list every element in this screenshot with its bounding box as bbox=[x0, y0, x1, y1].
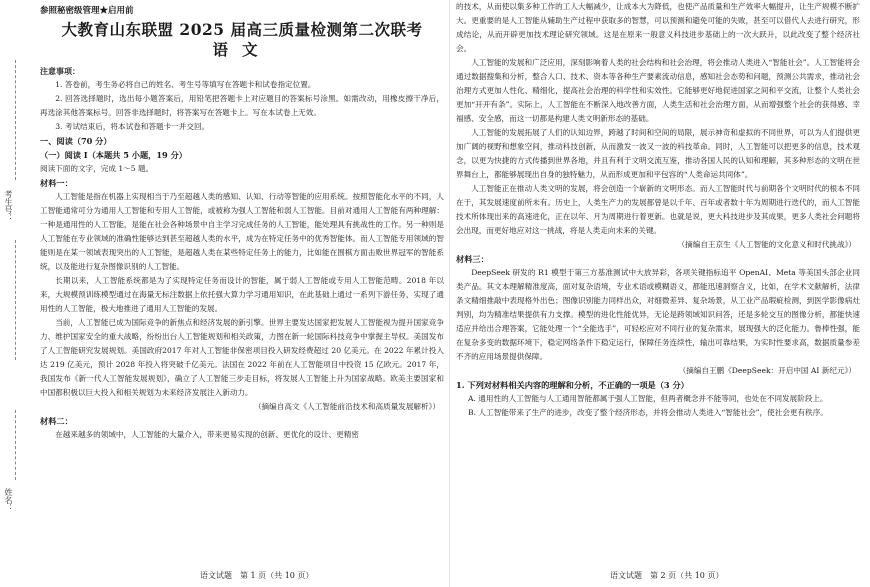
paragraph: 人工智能正在推动人类文明的发展，将会创造一个崭新的文明形态。而人工智能时代与前期各个文明时代的根本不同在于，其发展速度前所未有。历史上，人类生产力的发展都曾是以千年、百年或者数十年为周期进行迭代的，而人工智能技术所体现出来的高速进化，正在以年、月为周期进行着更新。也就是说，更大科技进步及其成果，更多人类社会问题将会出现，而更好地应对这一挑战，将是人类走向未来的关键。 bbox=[456, 184, 860, 235]
material-2-label: 材料二： bbox=[40, 416, 73, 426]
paragraph: 人工智能的发展拓展了人们的认知边界，跨越了时间和空间的局限，展示神奇和虚拟的不同世界，可以为人们提供更加广阔的视野和想象空间，推动科技创新，从而激发一波又一波的科技革命。同时，人工智能可以把更多的信息，技术观念，以更为快捷的方式传播到世界各地，并且有利于文明交流互鉴，推动各国人民的认知和理解，其多种形态的文明在世界舞台上，都能够展现出自身的独特魅力，从而形成更加和平包容的“人类命运共同体”。 bbox=[456, 128, 860, 179]
note-item: 2. 回答选择题时，选出每小题答案后，用铅笔把答题卡上对应题目的答案标号涂黑。如需改动，用橡皮擦干净后，再选涂其他答案标号。回答非选择题时，将答案写在答题卡上。写在本试卷上无效。 bbox=[40, 94, 444, 117]
question-1-option-a: A. 通用性的人工智能与人工通用智能都属于强人工智能，但两者概念并不能等同，也处在不同发展阶段上。 bbox=[468, 394, 828, 403]
page-2-footer: 语文试题 第 2 页（共 10 页） bbox=[610, 571, 724, 580]
page-divider bbox=[449, 0, 450, 587]
margin-dashed-line bbox=[15, 240, 16, 360]
page-2 bbox=[456, 0, 860, 587]
material-3-label: 材料三： bbox=[456, 254, 489, 264]
notes-title: 注意事项： bbox=[40, 66, 80, 76]
material-3-source: （摘编自王鹏《DeepSeek：开启中国 AI 新纪元》） bbox=[678, 366, 856, 375]
material-2-source: （摘编自王京生《人工智能的文化意义和时代挑战》） bbox=[677, 240, 856, 249]
page-1 bbox=[40, 0, 444, 587]
paragraph: 人工智能的发展和广泛应用，深刻影响着人类的社会结构和社会治理，将会推动人类进入“智能社会”。人工智能将会通过数据搜集和分析，整合人口、技术、资本等各种生产要素流动信息，感知社会态势和问题，预测公共需求，推动社会治理方式更加人性化、精细化，提高社会治理的科学性和实效性。它能够更好地促进国家之间和平交流，让整个人类社会更加“开开有条”。实际上，人工智能在不断深入地改善方面，人类生活和社会治理方面，从而增强整个社会的获得感、幸福感、安全感，而这一切都是构建人类文明新形态的基础。 bbox=[456, 58, 860, 123]
confidential-tag: 参照秘密级管理★启用前 bbox=[40, 6, 134, 16]
material-1-source: （摘编自高文《人工智能前沿技术和高质量发展解析》） bbox=[253, 402, 440, 411]
note-item: 3. 考试结束后，将本试卷和答题卡一并交回。 bbox=[55, 122, 210, 131]
binding-margin bbox=[0, 0, 36, 587]
question-1-option-b: B. 人工智能带来了生产的进步，改变了整个经济形态，并将会推动人类进入“智能社会”，使社会更有秩序。 bbox=[468, 408, 828, 417]
instruction: 阅读下面的文字，完成 1～5 题。 bbox=[40, 164, 154, 173]
material-1-label: 材料一： bbox=[40, 178, 73, 188]
margin-dashed-line bbox=[15, 60, 16, 180]
exam-number-label: 考生号： bbox=[4, 190, 13, 222]
section-title: 一、阅读（70 分） bbox=[40, 136, 112, 146]
page-1-footer: 语文试题 第 1 页（共 10 页） bbox=[200, 571, 314, 580]
exam-title: 大教育山东联盟 2025 届高三质量检测第二次联考 bbox=[61, 20, 423, 39]
subsection-title: （一）阅读 I（本题共 5 小题，19 分） bbox=[40, 150, 187, 160]
paragraph: 长期以来，人工智能系统都是为了实现特定任务而设计的智能，属于弱人工智能或专用人工智能范畴。2018 年以来，大规模预训练模型通过在海量无标注数据上依托强大算力学习通用知识，在此基础上通过一系列下游任务，实现了通用性的人工智能，极大地推进了通用人工智能的发展。 bbox=[40, 276, 444, 313]
paragraph: 当前，人工智能已成为国际竞争的新焦点和经济发展的新引擎。世界主要发达国家把发展人工智能视为提升国家竞争力、维护国家安全的重大战略，纷纷出台人工智能规划和相关政策，力图在新一轮国际科技竞争中掌握主导权。美国发布了人工智能研究发展规划。美国政府2017 年对人工智能非保密项目投入研发经费超过 20 亿美元。在 2022 年累计投入达 219 亿美元，预计 2028 年投入将突破千亿美元。法国在 2022 年前在人工智能项目中投资 15 亿欧元。2017 年，我国发布《新一代人工智能发展规划》，确立了人工智能三步走目标，将发展人工智能上升为国家战略。欧美主要国家和中国都积极以巨大投入和相关规划为未来经济发展注入新动力。 bbox=[40, 318, 444, 397]
note-item: 1. 答卷前，考生务必将自己的姓名、考生号等填写在答题卡和试卷指定位置。 bbox=[55, 80, 316, 89]
margin-dashed-line bbox=[15, 410, 16, 480]
paragraph: 在越来越多的领域中，人工智能的大量介入，带来更易实现的创新、更优化的设计、更精密 bbox=[55, 430, 359, 439]
name-label: 姓名： bbox=[4, 488, 13, 512]
paragraph: DeepSeek 研发的 R1 模型于第三方基准测试中大放异彩，各项关键指标追平 OpenAI、Meta 等美国头部企业同类产品。其文本理解精准度高，面对复杂语境，专业术语或模糊语义，都能迅速洞察含义，比如，在学术文献解析，法律条文精细推敲中表现格外出色；图像识别能力同样出众，对细微差异、复杂场景，从工业产品瑕疵检测，到医学影像病灶判别，均为精准结果提供有力支撑。模型的进化性能优异，无论是跨领域知识问答，还是多轮交互的图像分析，都能快速适应并给出合理答案，它能处理一个“全能选手”，可轻松应对不同行业的复杂需求，展现强大的泛化能力。鲁棒性强，能在复杂多变的数据环境下，稳定网络条件下稳定运行，保障任务连续性，输出可靠结果，为实时性要求高，数据质量参差不齐的应用场景提供保障。 bbox=[456, 268, 860, 361]
paragraph: 人工智能是指在机器上实现相当于乃至超越人类的感知、认知、行动等智能的应用系统。按照智能化水平的不同，人工智能通常可分为通用人工智能和专用人工智能，或被称为强人工智能和弱人工智能。目前对通用人工智能有两种理解：一种是通用性的人工智能，是能在社会各种场景中自主学习完成任务的人工智能，能处理具有挑战性的工作。另一种则是人工智能在专业领域的准确性能够达到甚至超越人类的水平，成为在特定任务中的优秀智能体。而人工智能专用领域的智能则是在某一领域表现突出的人工智能，是超越人类在某些特定任务上的能力，比如能在围棋方面击败世界冠军的智能系统，以及能进行复杂图像识别的人工智能。 bbox=[40, 192, 444, 271]
paragraph: 的技术，从而使以集多种工作的工人大幅减少，让成本大为降低，也使产品质量和生产效率大幅提升，让生产规模不断扩大。更重要的是人工智能从辅助生产过程中获取多的智慧，可以预测和避免可能的失败，甚至可以借代人去进行研究，形成结论，从而开辟更加技术理论研究领域。这是在原来一般意义科技进步基础上的一次大跃升，以此改变了整个经济社会。 bbox=[456, 2, 860, 53]
subject-title: 语文 bbox=[212, 40, 272, 59]
question-1-stem: 1. 下列对材料相关内容的理解和分析，不正确的一项是（3 分） bbox=[456, 380, 689, 390]
